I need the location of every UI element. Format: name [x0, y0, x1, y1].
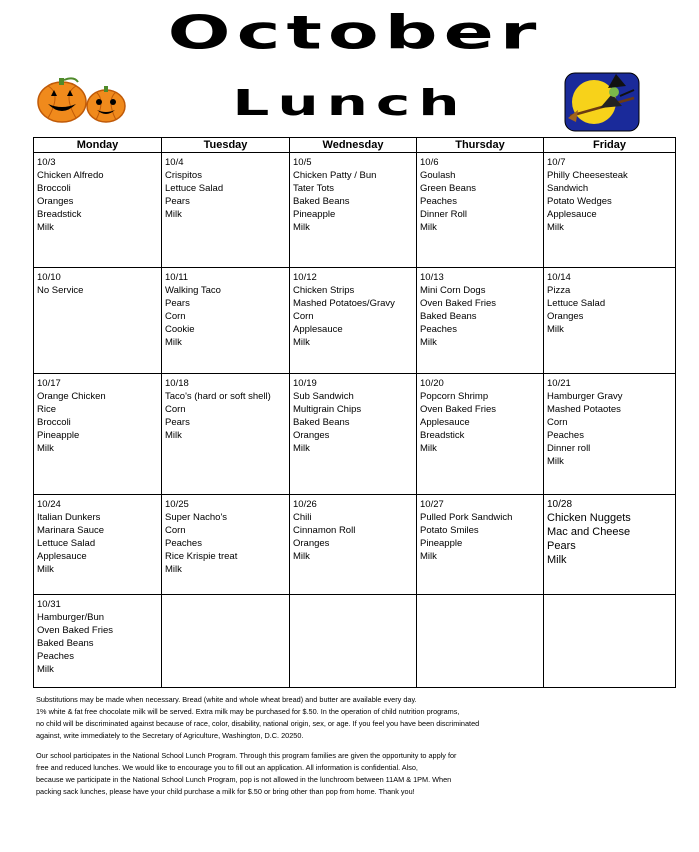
week-row: [34, 268, 676, 374]
day-cell-thursday: [417, 374, 544, 495]
menu-item: Mini Corn Dogs: [420, 285, 486, 296]
menu-item: Baked Beans: [293, 417, 350, 428]
menu-item: Peaches: [420, 196, 457, 207]
menu-item: Potato Smiles: [420, 525, 479, 536]
day-cell-thursday: [417, 595, 544, 688]
day-header-wednesday: Wednesday: [290, 138, 417, 153]
menu-item: Rice: [37, 404, 57, 415]
day-cell-monday: [34, 495, 162, 595]
menu-item: Milk: [37, 222, 54, 233]
menu-item: Taco's (hard or soft shell): [165, 391, 271, 402]
day-cell-tuesday: [162, 595, 290, 688]
menu-item: Broccoli: [37, 183, 71, 194]
day-cell-monday: [34, 153, 162, 268]
menu-date: 10/14: [547, 272, 571, 283]
menu-item: Italian Dunkers: [37, 512, 101, 523]
menu-item: Broccoli: [37, 417, 71, 428]
day-cell-thursday: [417, 495, 544, 595]
menu-item: Applesauce: [420, 417, 470, 428]
notes-paragraph-2: [36, 750, 676, 798]
menu-item: Milk: [420, 222, 437, 233]
menu-date: 10/13: [420, 272, 444, 283]
menu-item: Rice Krispie treat: [165, 551, 238, 562]
menu-item: Walking Taco: [165, 285, 221, 296]
day-cell-thursday: [417, 153, 544, 268]
menu-item: Chicken Patty / Bun: [293, 170, 377, 181]
day-cell-friday: [544, 268, 676, 374]
menu-item: Milk: [547, 554, 567, 566]
menu-item: Chicken Alfredo: [37, 170, 104, 181]
day-cell-tuesday: [162, 268, 290, 374]
menu-item: Oven Baked Fries: [420, 298, 497, 309]
menu-date: 10/10: [37, 272, 61, 283]
notes-line: because we participate in the National School Lunch Program, pop is not allowed in the lunchroom between 11AM & 1PM. When: [36, 775, 452, 784]
menu-item: Lettuce Salad: [547, 298, 606, 309]
day-cell-friday: [544, 595, 676, 688]
day-cell-monday: [34, 374, 162, 495]
menu-item: Peaches: [547, 430, 584, 441]
menu-item: Potato Wedges: [547, 196, 612, 207]
menu-item: Milk: [37, 443, 54, 454]
day-header-thursday: Thursday: [417, 138, 544, 153]
menu-item: Oranges: [293, 538, 330, 549]
page-subtitle: Lunch: [232, 81, 468, 124]
menu-item: Pineapple: [37, 430, 80, 441]
menu-item: Baked Beans: [37, 638, 94, 649]
menu-item: Lettuce Salad: [37, 538, 96, 549]
day-header-row: [34, 138, 676, 153]
menu-date: 10/19: [293, 378, 317, 389]
menu-date: 10/18: [165, 378, 189, 389]
menu-date: 10/31: [37, 599, 61, 610]
menu-item: Philly Cheesesteak: [547, 170, 628, 181]
page-header: [0, 0, 699, 136]
week-row: [34, 374, 676, 495]
day-cell-monday: [34, 268, 162, 374]
menu-item: Peaches: [37, 651, 74, 662]
menu-date: 10/26: [293, 499, 317, 510]
menu-item: Chicken Strips: [293, 285, 355, 296]
notes-line: Substitutions may be made when necessary. Bread (white and whole wheat bread) and butter are available every day.: [36, 695, 417, 704]
menu-item: Baked Beans: [293, 196, 350, 207]
menu-item: Goulash: [420, 170, 456, 181]
menu-item: Milk: [165, 337, 182, 348]
day-cell-wednesday: [290, 268, 417, 374]
day-cell-friday: [544, 374, 676, 495]
menu-date: 10/5: [293, 157, 312, 168]
menu-date: 10/21: [547, 378, 571, 389]
menu-item: Pears: [165, 417, 190, 428]
menu-item: Milk: [547, 456, 564, 467]
menu-item: Mac and Cheese: [547, 526, 631, 538]
menu-item: No Service: [37, 285, 84, 296]
menu-item: Applesauce: [293, 324, 343, 335]
menu-date: 10/27: [420, 499, 444, 510]
week-row: [34, 153, 676, 268]
menu-item: Pulled Pork Sandwich: [420, 512, 513, 523]
menu-item: Milk: [165, 209, 182, 220]
day-cell-thursday: [417, 268, 544, 374]
day-cell-tuesday: [162, 374, 290, 495]
menu-item: Breadstick: [37, 209, 82, 220]
menu-date: 10/12: [293, 272, 317, 283]
menu-item: Peaches: [420, 324, 457, 335]
menu-date: 10/3: [37, 157, 56, 168]
menu-item: Baked Beans: [420, 311, 477, 322]
menu-item: Corn: [165, 525, 186, 536]
menu-date: 10/24: [37, 499, 61, 510]
menu-item: Dinner roll: [547, 443, 591, 454]
day-cell-tuesday: [162, 153, 290, 268]
menu-item: Milk: [293, 551, 310, 562]
menu-item: Milk: [547, 324, 564, 335]
notes-paragraph-1: [36, 694, 676, 742]
menu-date: 10/20: [420, 378, 444, 389]
menu-item: Dinner Roll: [420, 209, 467, 220]
notes-line: free and reduced lunches. We would like to encourage you to fill out an application. All information is confidential. Also,: [36, 763, 418, 772]
day-cell-friday: [544, 153, 676, 268]
menu-item: Milk: [293, 222, 310, 233]
day-cell-wednesday: [290, 495, 417, 595]
menu-item: Sub Sandwich: [293, 391, 354, 402]
menu-item: Cinnamon Roll: [293, 525, 356, 536]
menu-item: Mashed Potaotes: [547, 404, 621, 415]
menu-item: Milk: [547, 222, 564, 233]
menu-item: Milk: [420, 337, 437, 348]
menu-item: Chili: [293, 512, 312, 523]
menu-date: 10/25: [165, 499, 189, 510]
menu-item: Cookie: [165, 324, 195, 335]
menu-item: Milk: [293, 337, 310, 348]
notes-line: Our school participates in the National School Lunch Program. Through this program families are given the opportunity to apply for: [36, 751, 457, 760]
menu-item: Crispitos: [165, 170, 202, 181]
menu-item: Milk: [420, 443, 437, 454]
menu-item: Corn: [165, 311, 186, 322]
menu-item: Lettuce Salad: [165, 183, 224, 194]
menu-item: Corn: [165, 404, 186, 415]
menu-item: Hamburger/Bun: [37, 612, 105, 623]
menu-item: Pineapple: [293, 209, 336, 220]
menu-date: 10/11: [165, 272, 189, 283]
menu-item: Pears: [547, 540, 576, 552]
menu-item: Milk: [37, 664, 54, 675]
menu-item: Oranges: [293, 430, 330, 441]
day-cell-friday: [544, 495, 676, 595]
menu-item: Marinara Sauce: [37, 525, 105, 536]
menu-item: Orange Chicken: [37, 391, 106, 402]
menu-item: Milk: [165, 430, 182, 441]
menu-date: 10/17: [37, 378, 61, 389]
witch-on-broom-icon: [564, 72, 640, 132]
menu-item: Sandwich: [547, 183, 589, 194]
menu-item: Chicken Nuggets: [547, 512, 631, 524]
menu-item: Milk: [37, 564, 54, 575]
menu-item: Oranges: [37, 196, 74, 207]
menu-item: Oven Baked Fries: [37, 625, 114, 636]
menu-item: Milk: [420, 551, 437, 562]
menu-item: Breadstick: [420, 430, 465, 441]
menu-item: Peaches: [165, 538, 202, 549]
menu-item: Pizza: [547, 285, 571, 296]
menu-item: Super Nacho's: [165, 512, 228, 523]
page-title: October: [167, 6, 543, 60]
menu-date: 10/6: [420, 157, 439, 168]
menu-item: Green Beans: [420, 183, 476, 194]
menu-item: Pears: [165, 196, 190, 207]
menu-notes: [36, 694, 676, 798]
menu-item: Applesauce: [37, 551, 87, 562]
notes-line: no child will be discriminated against because of race, color, disability, national origin, sex, or age. If you feel you have been discriminated: [36, 719, 480, 728]
menu-item: Tater Tots: [293, 183, 335, 194]
menu-item: Popcorn Shrimp: [420, 391, 489, 402]
day-header-friday: Friday: [544, 138, 676, 153]
day-cell-wednesday: [290, 595, 417, 688]
week-row: [34, 495, 676, 595]
menu-item: Oranges: [547, 311, 584, 322]
menu-item: Milk: [293, 443, 310, 454]
menu-item: Hamburger Gravy: [547, 391, 623, 402]
menu-item: Pears: [165, 298, 190, 309]
pumpkins-icon: [34, 74, 130, 124]
week-row: [34, 595, 676, 688]
menu-body: [34, 153, 676, 688]
notes-line: packing sack lunches, please have your child purchase a milk for $.50 or bring other than pop from home. Thank you!: [36, 787, 415, 796]
day-cell-wednesday: [290, 374, 417, 495]
menu-date: 10/7: [547, 157, 566, 168]
lunch-menu-table: [33, 137, 676, 688]
day-header-tuesday: Tuesday: [162, 138, 290, 153]
day-header-monday: Monday: [34, 138, 162, 153]
menu-item: Pineapple: [420, 538, 463, 549]
menu-date: 10/28: [547, 499, 573, 510]
menu-date: 10/4: [165, 157, 184, 168]
menu-item: Applesauce: [547, 209, 597, 220]
day-cell-wednesday: [290, 153, 417, 268]
notes-line: 1% white & fat free chocolate milk will be served. Extra milk may be purchased for $.50. In the operation of child nutrition programs,: [36, 707, 460, 716]
menu-item: Milk: [165, 564, 182, 575]
day-cell-tuesday: [162, 495, 290, 595]
menu-item: Corn: [547, 417, 568, 428]
day-cell-monday: [34, 595, 162, 688]
menu-item: Corn: [293, 311, 314, 322]
menu-item: Oven Baked Fries: [420, 404, 497, 415]
menu-item: Multigrain Chips: [293, 404, 362, 415]
notes-line: against, write immediately to the Secretary of Agriculture, Washington, D.C. 20250.: [36, 731, 304, 740]
menu-item: Mashed Potatoes/Gravy: [293, 298, 395, 309]
